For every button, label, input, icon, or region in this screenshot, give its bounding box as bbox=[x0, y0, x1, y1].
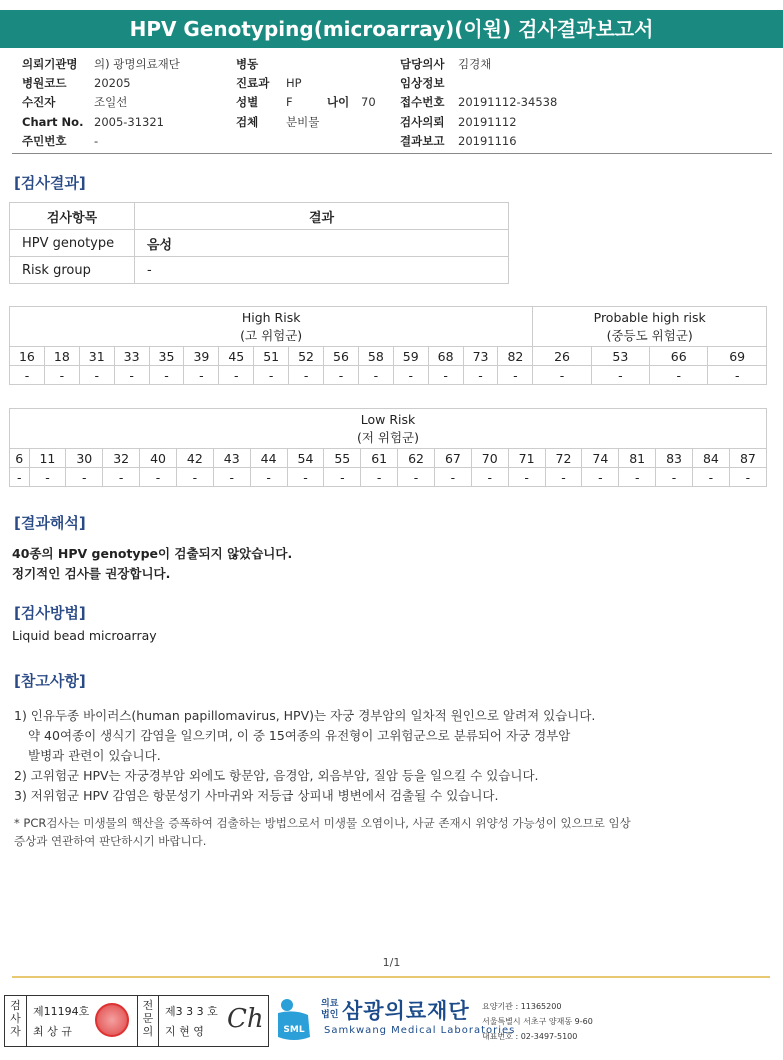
reference-item: 1) 인유두종 바이러스(human papillomavirus, HPV)는 자궁 경부암의 일차적 원인으로 알려져 있습니다. bbox=[14, 708, 596, 723]
tester-name: 최 상 규 bbox=[33, 1025, 72, 1038]
genotype-cell: 61 bbox=[361, 449, 398, 468]
specimen-label: 검체 bbox=[236, 115, 259, 129]
genotype-result: - bbox=[324, 366, 359, 385]
doctor-value: 김경채 bbox=[458, 57, 492, 71]
note-line: * PCR검사는 미생물의 핵산을 증폭하여 검출하는 방법으로서 미생물 오염이나, 사균 존재시 위양성 가능성이 있으므로 임상 bbox=[14, 816, 631, 830]
specimen-row bbox=[236, 113, 319, 132]
genotype-cell: 6 bbox=[10, 449, 30, 468]
result-value: 음성 bbox=[135, 230, 509, 257]
genotype-cell: 31 bbox=[79, 347, 114, 366]
genotype-result: - bbox=[219, 366, 254, 385]
genotype-result: - bbox=[471, 468, 508, 487]
genotype-cell: 68 bbox=[428, 347, 463, 366]
interpretation-text bbox=[12, 544, 292, 584]
age-label: 나이 bbox=[327, 95, 350, 109]
genotype-result: - bbox=[428, 366, 463, 385]
specialist-label: 전문의 bbox=[137, 996, 159, 1046]
genotype-cell: 83 bbox=[656, 449, 693, 468]
genotype-cell: 74 bbox=[582, 449, 619, 468]
official-seal-icon bbox=[95, 1003, 129, 1037]
col-result-header: 결과 bbox=[135, 203, 509, 230]
genotype-result: - bbox=[10, 468, 30, 487]
sml-logo-icon bbox=[274, 997, 314, 1043]
col-item-header: 검사항목 bbox=[10, 203, 135, 230]
resident-no-value: - bbox=[94, 134, 99, 148]
reference-item: 3) 저위험군 HPV 감염은 항문성기 사마귀와 저등급 상피내 병변에서 검출될 수 있습니다. bbox=[14, 788, 499, 803]
result-item: Risk group bbox=[10, 257, 135, 284]
tester-label: 검사자 bbox=[5, 996, 27, 1046]
genotype-cell: 84 bbox=[692, 449, 729, 468]
report-date-value: 20191116 bbox=[458, 134, 517, 148]
chart-no-label: Chart No. bbox=[22, 115, 84, 129]
chart-no-value: 2005-31321 bbox=[94, 115, 164, 129]
logo-text: SML bbox=[283, 1025, 305, 1035]
genotype-cell: 71 bbox=[508, 449, 545, 468]
request-date-value: 20191112 bbox=[458, 115, 517, 129]
table-row bbox=[10, 257, 509, 284]
institution-label: 의뢰기관명 bbox=[22, 57, 78, 71]
genotype-result: - bbox=[545, 468, 582, 487]
low-risk-header bbox=[10, 409, 767, 449]
age-row bbox=[327, 93, 376, 112]
genotype-result: - bbox=[254, 366, 289, 385]
genotype-result: - bbox=[103, 468, 140, 487]
clinical-label: 임상정보 bbox=[400, 76, 445, 90]
genotype-cell: 35 bbox=[149, 347, 184, 366]
specialist-info bbox=[165, 1002, 218, 1042]
genotype-result: - bbox=[140, 468, 177, 487]
references-list bbox=[14, 706, 774, 806]
genotype-result: - bbox=[289, 366, 324, 385]
resident-no-label: 주민번호 bbox=[22, 134, 67, 148]
genotype-cell: 87 bbox=[729, 449, 766, 468]
page-number: 1/1 bbox=[382, 956, 401, 969]
high-risk-label: High Risk bbox=[241, 309, 301, 325]
genotype-cell: 11 bbox=[29, 449, 66, 468]
reference-item: 발병과 관련이 있습니다. bbox=[28, 748, 161, 763]
receipt-no-label: 접수번호 bbox=[400, 95, 445, 109]
footer-divider bbox=[12, 976, 770, 978]
probable-high-risk-label: Probable high risk bbox=[593, 309, 706, 325]
specialist-name: 지 현 영 bbox=[165, 1025, 204, 1038]
signature: Ch bbox=[227, 1004, 264, 1034]
genotype-cell: 33 bbox=[114, 347, 149, 366]
genotype-cell: 56 bbox=[324, 347, 359, 366]
pcr-note bbox=[14, 814, 754, 850]
genotype-result: - bbox=[114, 366, 149, 385]
org-name-en: Samkwang Medical Laboratories bbox=[324, 1025, 516, 1036]
clinical-row bbox=[400, 74, 458, 93]
resident-no-row bbox=[22, 132, 98, 151]
org-name: 삼광의료재단 bbox=[342, 999, 470, 1023]
request-date-row bbox=[400, 113, 517, 132]
genotype-cell: 58 bbox=[358, 347, 393, 366]
genotype-result: - bbox=[591, 366, 649, 385]
probable-high-risk-label-ko: (중등도 위험군) bbox=[606, 327, 693, 343]
doctor-label: 담당의사 bbox=[400, 57, 445, 71]
high-risk-header bbox=[10, 307, 533, 347]
high-risk-table bbox=[9, 306, 767, 385]
info-divider bbox=[12, 153, 772, 154]
request-date-label: 검사의뢰 bbox=[400, 115, 445, 129]
genotype-result: - bbox=[463, 366, 498, 385]
genotype-result: - bbox=[324, 468, 361, 487]
sex-value: F bbox=[286, 95, 293, 109]
genotype-cell: 30 bbox=[66, 449, 103, 468]
genotype-cell: 62 bbox=[398, 449, 435, 468]
specimen-value: 분비물 bbox=[286, 115, 320, 129]
genotype-result: - bbox=[498, 366, 533, 385]
org-phone: 대표번호 : 02-3497-5100 bbox=[482, 1032, 578, 1041]
method-title: [검사방법] bbox=[14, 604, 86, 622]
genotype-result: - bbox=[692, 468, 729, 487]
tester-info bbox=[33, 1002, 89, 1042]
genotype-cell: 44 bbox=[250, 449, 287, 468]
dept-row bbox=[236, 74, 302, 93]
genotype-cell: 40 bbox=[140, 449, 177, 468]
genotype-cell: 42 bbox=[176, 449, 213, 468]
method-text: Liquid bead microarray bbox=[12, 628, 157, 643]
org-code: 요양기관 : 11365200 bbox=[482, 1002, 562, 1011]
result-item: HPV genotype bbox=[10, 230, 135, 257]
genotype-result: - bbox=[393, 366, 428, 385]
genotype-cell: 45 bbox=[219, 347, 254, 366]
dept-value: HP bbox=[286, 76, 302, 90]
genotype-cell: 59 bbox=[393, 347, 428, 366]
genotype-cell: 54 bbox=[287, 449, 324, 468]
reference-item: 약 40여종이 생식기 감염을 일으키며, 이 중 15여종의 유전형이 고위험군으로 분류되어 자궁 경부암 bbox=[28, 728, 571, 743]
genotype-cell: 52 bbox=[289, 347, 324, 366]
genotype-result: - bbox=[650, 366, 708, 385]
genotype-result: - bbox=[358, 366, 393, 385]
genotype-cell: 81 bbox=[619, 449, 656, 468]
report-date-label: 결과보고 bbox=[400, 134, 445, 148]
org-address: 서울특별시 서초구 양재동 9-60 bbox=[482, 1017, 593, 1026]
genotype-cell: 73 bbox=[463, 347, 498, 366]
genotype-cell: 67 bbox=[434, 449, 471, 468]
genotype-result: - bbox=[184, 366, 219, 385]
high-risk-label-ko: (고 위험군) bbox=[240, 327, 303, 343]
genotype-cell: 72 bbox=[545, 449, 582, 468]
interpretation-line: 정기적인 검사를 권장합니다. bbox=[12, 566, 171, 581]
low-risk-label-ko: (저 위험군) bbox=[356, 429, 420, 445]
genotype-result: - bbox=[10, 366, 45, 385]
hospital-code-row bbox=[22, 74, 131, 93]
org-type bbox=[321, 999, 338, 1021]
genotype-result: - bbox=[149, 366, 184, 385]
references-title: [참고사항] bbox=[14, 672, 86, 690]
genotype-result: - bbox=[508, 468, 545, 487]
reference-item: 2) 고위험군 HPV는 자궁경부암 외에도 항문암, 음경암, 외음부암, 질암 등을 일으킬 수 있습니다. bbox=[14, 768, 539, 783]
genotype-cell: 55 bbox=[324, 449, 361, 468]
org-type-line: 의료 bbox=[321, 999, 339, 1009]
genotype-result: - bbox=[434, 468, 471, 487]
ward-label: 병동 bbox=[236, 57, 259, 71]
genotype-cell: 16 bbox=[10, 347, 45, 366]
patient-value: 조일선 bbox=[94, 95, 128, 109]
receipt-no-value: 20191112-34538 bbox=[458, 95, 558, 109]
genotype-result: - bbox=[656, 468, 693, 487]
interpretation-title: [결과해석] bbox=[14, 514, 86, 532]
hospital-code-value: 20205 bbox=[94, 76, 131, 90]
genotype-cell: 51 bbox=[254, 347, 289, 366]
note-line: 증상과 연관하여 판단하시기 바랍니다. bbox=[14, 834, 207, 848]
sex-label: 성별 bbox=[236, 95, 259, 109]
genotype-result: - bbox=[176, 468, 213, 487]
genotype-result: - bbox=[619, 468, 656, 487]
genotype-result: - bbox=[213, 468, 250, 487]
genotype-cell: 53 bbox=[591, 347, 649, 366]
age-value: 70 bbox=[361, 95, 376, 109]
low-risk-label: Low Risk bbox=[360, 411, 416, 427]
genotype-result: - bbox=[708, 366, 767, 385]
genotype-cell: 70 bbox=[471, 449, 508, 468]
table-row bbox=[10, 230, 509, 257]
low-risk-table bbox=[9, 408, 767, 487]
result-section-title: [검사결과] bbox=[14, 174, 86, 192]
signature-box bbox=[4, 995, 269, 1047]
genotype-cell: 43 bbox=[213, 449, 250, 468]
org-contact bbox=[482, 999, 593, 1044]
genotype-cell: 69 bbox=[708, 347, 767, 366]
receipt-no-row bbox=[400, 93, 557, 112]
specialist-license: 제3 3 3 호 bbox=[165, 1005, 218, 1018]
report-title: HPV Genotyping(microarray)(이원) 검사결과보고서 bbox=[0, 10, 783, 48]
genotype-result: - bbox=[582, 468, 619, 487]
footer bbox=[4, 995, 779, 1049]
genotype-result: - bbox=[29, 468, 66, 487]
hospital-code-label: 병원코드 bbox=[22, 76, 67, 90]
genotype-cell: 39 bbox=[184, 347, 219, 366]
genotype-result: - bbox=[729, 468, 766, 487]
patient-label: 수진자 bbox=[22, 95, 56, 109]
institution-row bbox=[22, 55, 180, 74]
interpretation-line: 40종의 HPV genotype이 검출되지 않았습니다. bbox=[12, 546, 293, 561]
institution-value: 의) 광명의료재단 bbox=[94, 57, 180, 71]
dept-label: 진료과 bbox=[236, 76, 270, 90]
org-type-line: 법인 bbox=[321, 1010, 339, 1020]
doctor-row bbox=[400, 55, 491, 74]
genotype-cell: 66 bbox=[650, 347, 708, 366]
genotype-cell: 82 bbox=[498, 347, 533, 366]
result-table bbox=[9, 202, 509, 284]
genotype-result: - bbox=[79, 366, 114, 385]
genotype-result: - bbox=[361, 468, 398, 487]
genotype-result: - bbox=[533, 366, 591, 385]
probable-high-risk-header bbox=[533, 307, 767, 347]
report-date-row bbox=[400, 132, 517, 151]
chart-no-row bbox=[22, 113, 164, 132]
result-value: - bbox=[135, 257, 509, 284]
genotype-cell: 26 bbox=[533, 347, 591, 366]
genotype-result: - bbox=[66, 468, 103, 487]
patient-row bbox=[22, 93, 127, 112]
sex-row bbox=[236, 93, 293, 112]
genotype-result: - bbox=[398, 468, 435, 487]
genotype-result: - bbox=[250, 468, 287, 487]
genotype-result: - bbox=[287, 468, 324, 487]
tester-license: 제11194호 bbox=[33, 1005, 90, 1018]
genotype-result: - bbox=[44, 366, 79, 385]
ward-row bbox=[236, 55, 286, 74]
genotype-cell: 18 bbox=[44, 347, 79, 366]
genotype-cell: 32 bbox=[103, 449, 140, 468]
